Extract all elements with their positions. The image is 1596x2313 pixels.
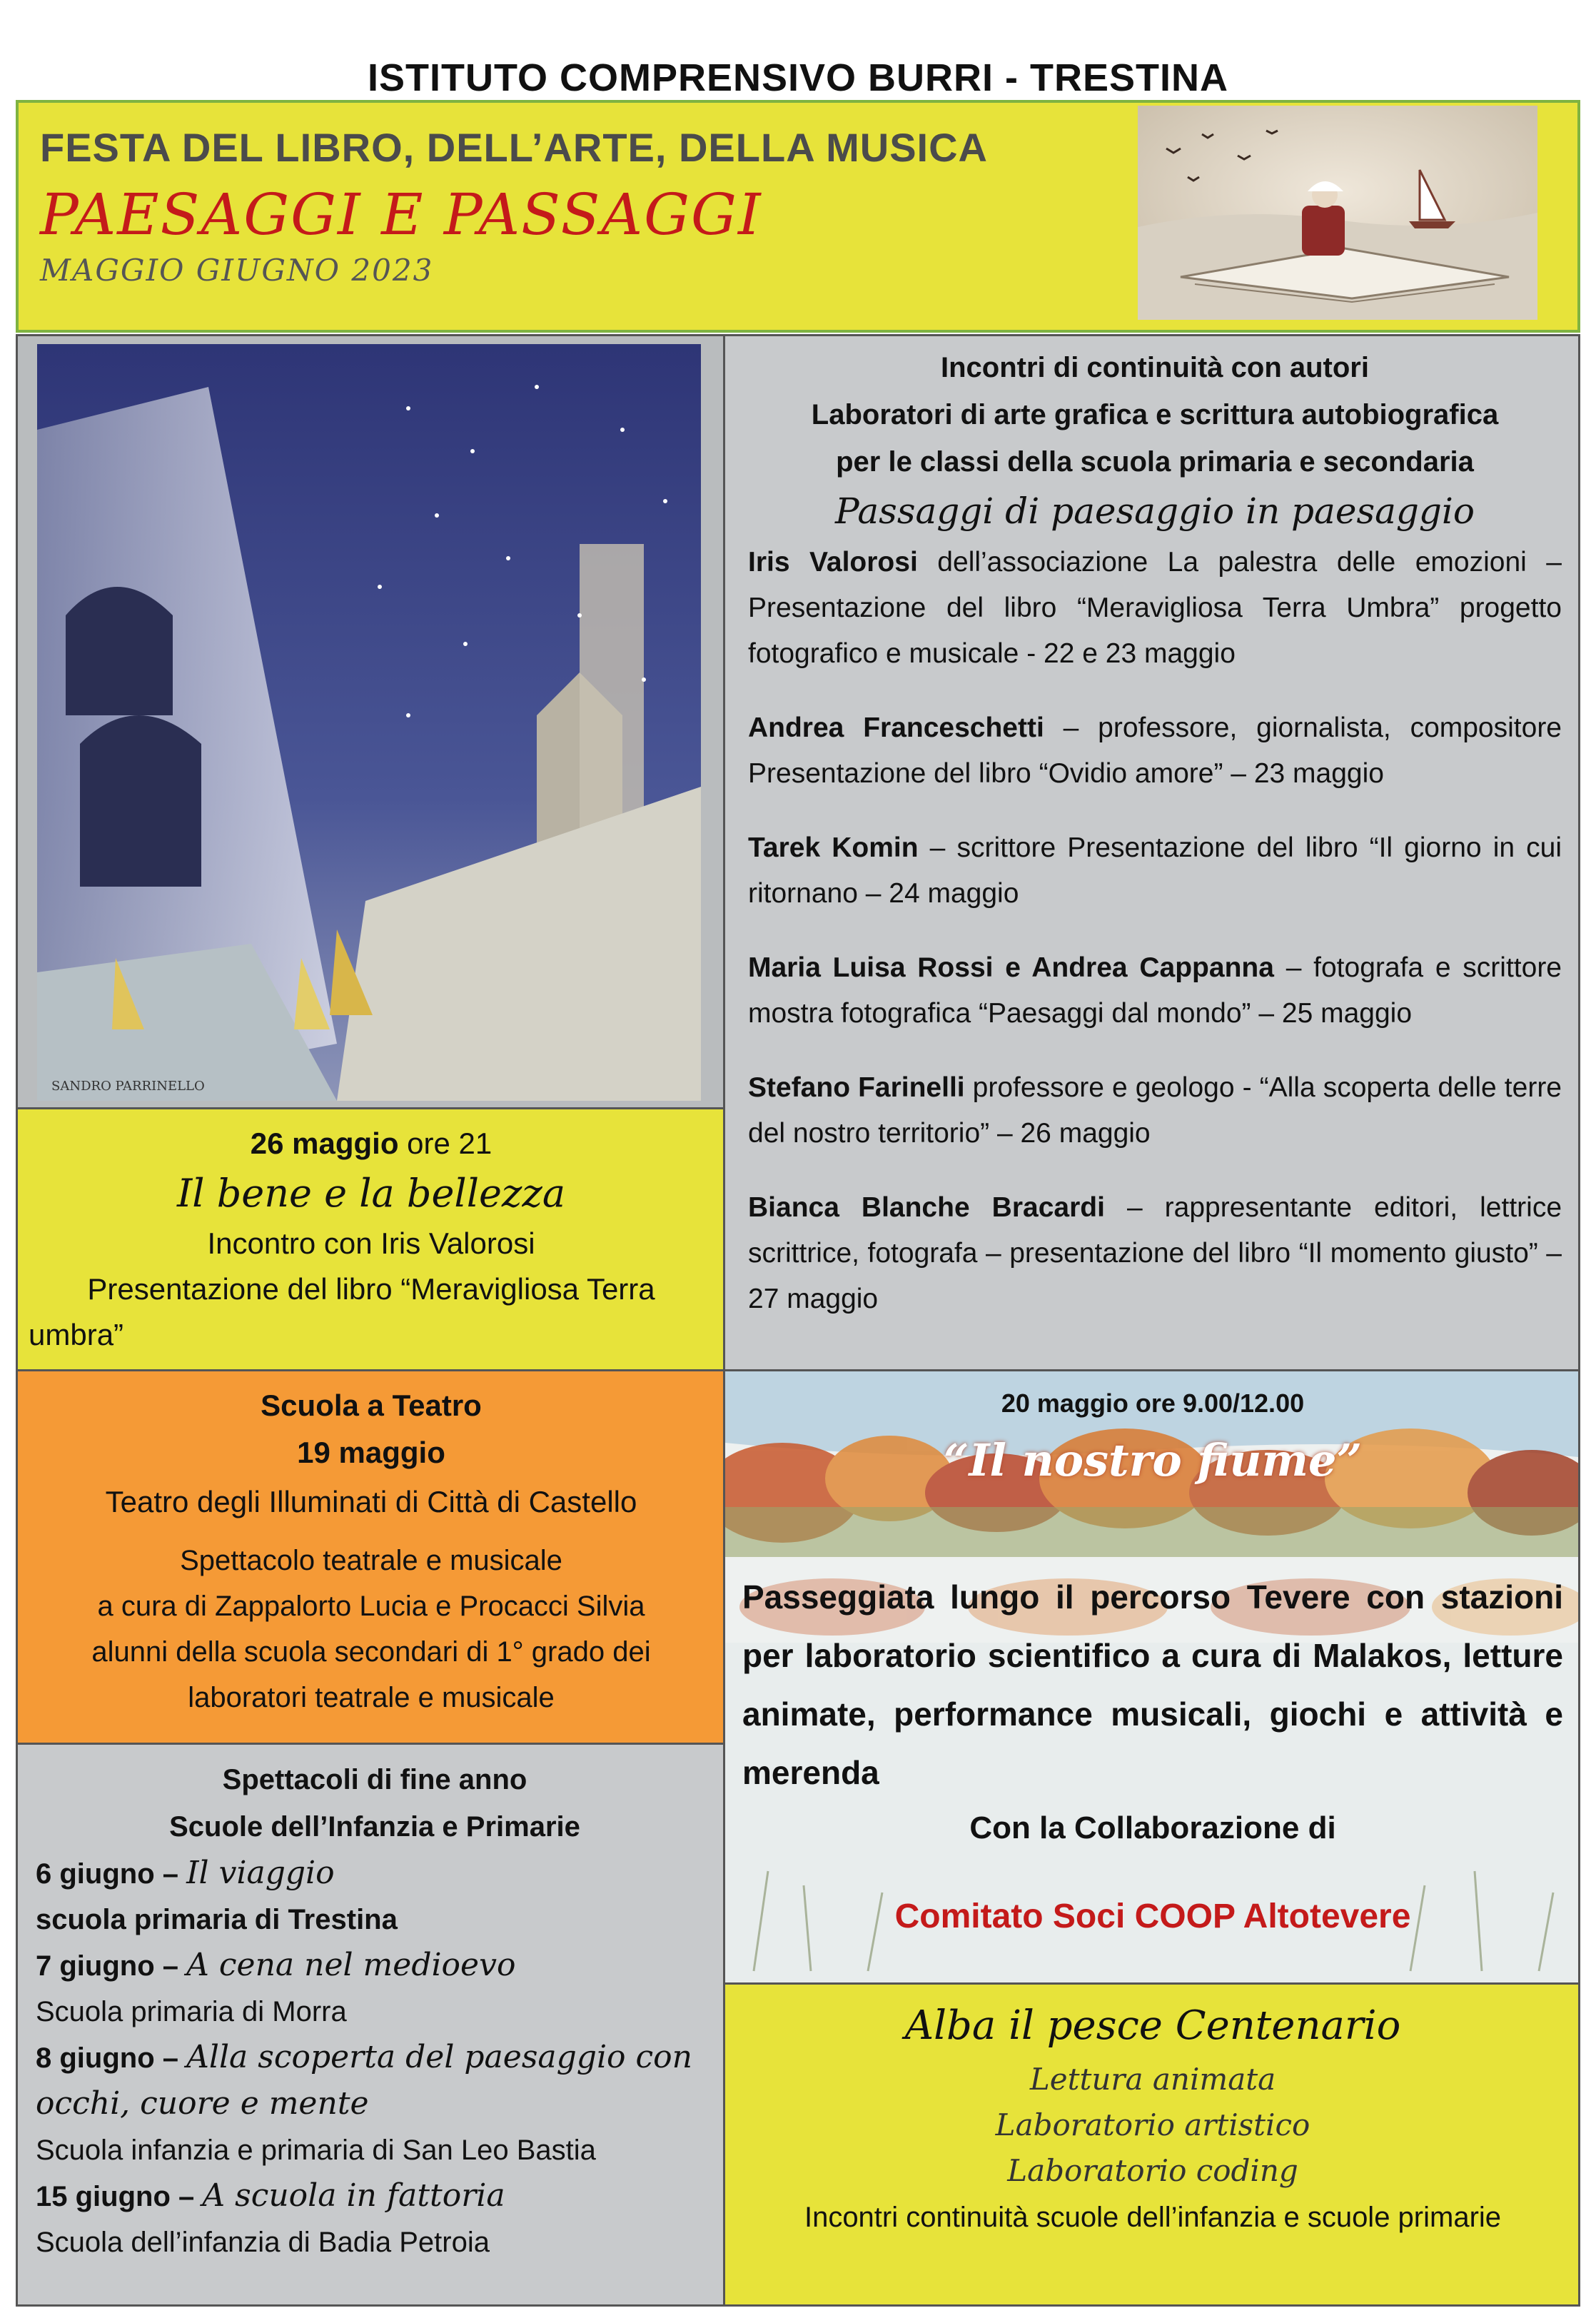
author-name: Iris Valorosi: [748, 547, 918, 578]
event-time: ore 21: [398, 1127, 493, 1160]
author-name: Stefano Farinelli: [748, 1072, 965, 1103]
alba-line-2: Laboratorio artistico: [995, 2107, 1310, 2142]
show-title: Il viaggio: [186, 1855, 335, 1891]
teatro-date: 19 maggio: [297, 1436, 445, 1469]
author-text: – fotografa e scrittore mostra fotografica “Paesaggi dal mondo” – 25 maggio: [748, 952, 1562, 1029]
girl-reading-illustration: [1138, 106, 1537, 320]
teatro-line-4: laboratori teatrale e musicale: [188, 1682, 555, 1713]
author-entry: [748, 540, 1562, 677]
show-item: [36, 1850, 714, 1897]
show-school: Scuola dell’infanzia di Badia Petroia: [36, 2227, 490, 2258]
alba-title: Alba il pesce Centenario: [904, 2002, 1401, 2049]
show-item: [36, 2173, 714, 2219]
authors-heading-2: Laboratori di arte grafica e scrittura autobiografica: [811, 399, 1499, 430]
illustration-signature: SANDRO PARRINELLO: [51, 1079, 205, 1094]
teatro-place: Teatro degli Illuminati di Città di Castello: [105, 1485, 637, 1518]
author-text: professore e geologo - “Alla scoperta delle terre del nostro territorio” – 26 maggio: [748, 1072, 1562, 1149]
author-name: Tarek Komin: [748, 832, 919, 863]
fiume-body: Passeggiata lungo il percorso Tevere con stazioni per laboratorio scientifico a cura di Malakos, letture animate, performance musicali, giochi e attività e merenda: [742, 1578, 1563, 1791]
author-text: – rappresentante editori, lettrice scrittrice, fotografa – presentazione del libro “Il momento giusto” – 27 maggio: [748, 1192, 1562, 1314]
alba-line-3: Laboratorio coding: [1007, 2153, 1298, 2188]
event-title: Il bene e la bellezza: [176, 1171, 566, 1216]
alba-block: [735, 1995, 1570, 2241]
event-date: 26 maggio: [250, 1127, 399, 1160]
city-night-illustration: [37, 344, 701, 1101]
event-line-2: Presentazione del libro “Meravigliosa Terra: [87, 1272, 655, 1306]
show-date: 7 giugno –: [36, 1950, 187, 1982]
event-line-3: umbra”: [29, 1318, 124, 1351]
authors-heading-4: Passaggi di paesaggio in paesaggio: [834, 490, 1475, 532]
show-title: A cena nel medioevo: [186, 1947, 516, 1983]
festival-dates: MAGGIO GIUGNO 2023: [40, 253, 434, 288]
event-line-1: Incontro con Iris Valorosi: [207, 1226, 535, 1260]
show-school: scuola primaria di Trestina: [36, 1904, 398, 1935]
fiume-date: 20 maggio ore 9.00/12.00: [1001, 1389, 1305, 1418]
author-text: – professore, giornalista, compositore Presentazione del libro “Ovidio amore” – 23 maggio: [748, 712, 1562, 789]
show-item: [36, 2035, 714, 2127]
teatro-line-1: Spettacolo teatrale e musicale: [180, 1545, 562, 1576]
teatro-line-2: a cura di Zappalorto Lucia e Procacci Silvia: [97, 1591, 645, 1622]
alba-line-1: Lettura animata: [1029, 2062, 1276, 2097]
festival-theme: PAESAGGI E PASSAGGI: [40, 181, 762, 248]
author-entry: [748, 825, 1562, 917]
authors-heading-3: per le classi della scuola primaria e secondaria: [836, 446, 1474, 478]
fine-anno-block: [36, 1756, 714, 2265]
show-date: 6 giugno –: [36, 1858, 187, 1890]
fine-anno-heading-1: Spettacoli di fine anno: [222, 1764, 527, 1795]
fiume-title: “Il nostro fiume”: [943, 1434, 1363, 1486]
show-school: Scuola primaria di Morra: [36, 1996, 347, 2027]
festival-banner: [16, 100, 1580, 333]
author-entry: [748, 1065, 1562, 1156]
show-date: 15 giugno –: [36, 2181, 203, 2212]
author-entry: [748, 1185, 1562, 1322]
author-text: – scrittore Presentazione del libro “Il giorno in cui ritornano – 24 maggio: [748, 832, 1562, 909]
fiume-partner: Comitato Soci COOP Altotevere: [894, 1898, 1411, 1935]
event-date-line: [29, 1121, 714, 1166]
show-school: Scuola infanzia e primaria di San Leo Bastia: [36, 2135, 596, 2166]
school-name: ISTITUTO COMPRENSIVO BURRI - TRESTINA: [367, 56, 1229, 99]
authors-block: [748, 344, 1562, 1351]
show-title: A scuola in fattoria: [202, 2177, 505, 2214]
festival-title: FESTA DEL LIBRO, DELL’ARTE, DELLA MUSICA: [40, 125, 988, 170]
author-name: Andrea Franceschetti: [748, 712, 1044, 743]
show-item: [36, 1942, 714, 1989]
author-name: Bianca Blanche Bracardi: [748, 1192, 1105, 1223]
author-text: dell’associazione La palestra delle emozioni – Presentazione del libro “Meravigliosa Terra Umbra” progetto fotografico e musicale - 22 e 23 maggio: [748, 547, 1562, 669]
author-name: Maria Luisa Rossi e Andrea Cappanna: [748, 952, 1274, 983]
author-entry: [748, 945, 1562, 1037]
fiume-block: [742, 1382, 1563, 1943]
teatro-line-3: alunni della scuola secondari di 1° grado dei: [91, 1636, 651, 1668]
fine-anno-heading-2: Scuole dell’Infanzia e Primarie: [169, 1811, 580, 1843]
fiume-collab: Con la Collaborazione di: [969, 1810, 1336, 1845]
show-date: 8 giugno –: [36, 2042, 187, 2074]
authors-heading-1: Incontri di continuità con autori: [941, 352, 1369, 383]
event-26-maggio: [29, 1121, 714, 1358]
author-entry: [748, 705, 1562, 797]
show-title: Alla scoperta del paesaggio con occhi, cuore e mente: [36, 2039, 692, 2122]
teatro-title: Scuola a Teatro: [261, 1389, 482, 1422]
teatro-block: [29, 1382, 714, 1720]
alba-line-4: Incontri continuità scuole dell’infanzia e scuole primarie: [804, 2202, 1502, 2233]
